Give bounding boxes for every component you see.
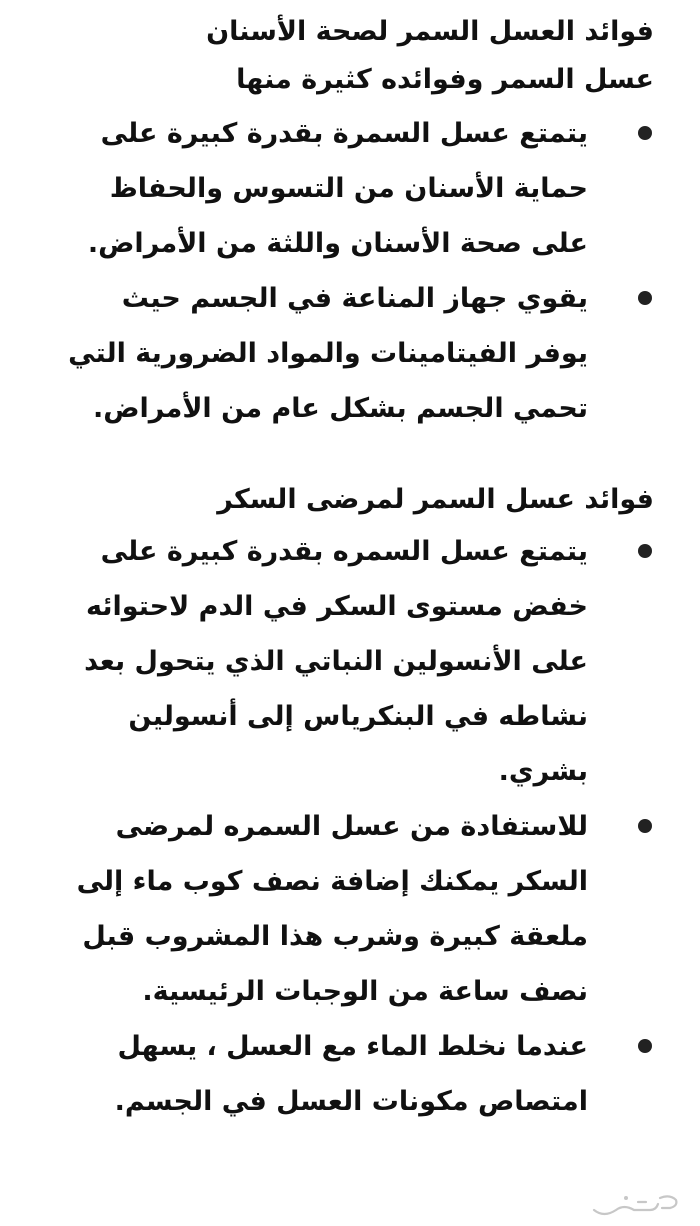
bullet-icon xyxy=(638,544,652,558)
section1-subheading: عسل السمر وفوائده كثيرة منها xyxy=(236,64,654,95)
list-item xyxy=(40,1019,654,1129)
list-item-text: يتمتع عسل السمره بقدرة كبيرة على خفض مستوى السكر في الدم لاحتوائه على الأنسولين النباتي الذي يتحول بعد نشاطه في البنكرياس إلى أنسولين بشري. xyxy=(84,536,588,787)
section2-heading: فوائد عسل السمر لمرضى السكر xyxy=(217,484,654,515)
bullet-icon xyxy=(638,1039,652,1053)
section1-list xyxy=(40,106,654,436)
section2-list xyxy=(40,524,654,1129)
list-item-text: للاستفادة من عسل السمره لمرضى السكر يمكنك إضافة نصف كوب ماء إلى ملعقة كبيرة وشرب هذا المشروب قبل نصف ساعة من الوجبات الرئيسية. xyxy=(76,811,588,1007)
list-item xyxy=(40,271,654,436)
bullet-icon xyxy=(638,126,652,140)
list-item xyxy=(40,106,654,271)
bullet-icon xyxy=(638,291,652,305)
list-item-text: عندما نخلط الماء مع العسل ، يسهل امتصاص مكونات العسل في الجسم. xyxy=(114,1031,588,1117)
list-item-text: يتمتع عسل السمرة بقدرة كبيرة على حماية الأسنان من التسوس والحفاظ على صحة الأسنان واللثة من الأمراض. xyxy=(87,118,588,259)
list-item xyxy=(40,524,654,799)
list-item-text: يقوي جهاز المناعة في الجسم حيث يوفر الفيتامينات والمواد الضرورية التي تحمي الجسم بشكل عام من الأمراض. xyxy=(68,283,588,424)
list-item xyxy=(40,799,654,1019)
section1-heading: فوائد العسل السمر لصحة الأسنان xyxy=(206,16,654,47)
watermark-icon xyxy=(590,1190,682,1220)
haraj-watermark-logo xyxy=(590,1190,682,1220)
bullet-icon xyxy=(638,819,652,833)
section2 xyxy=(40,476,654,1129)
